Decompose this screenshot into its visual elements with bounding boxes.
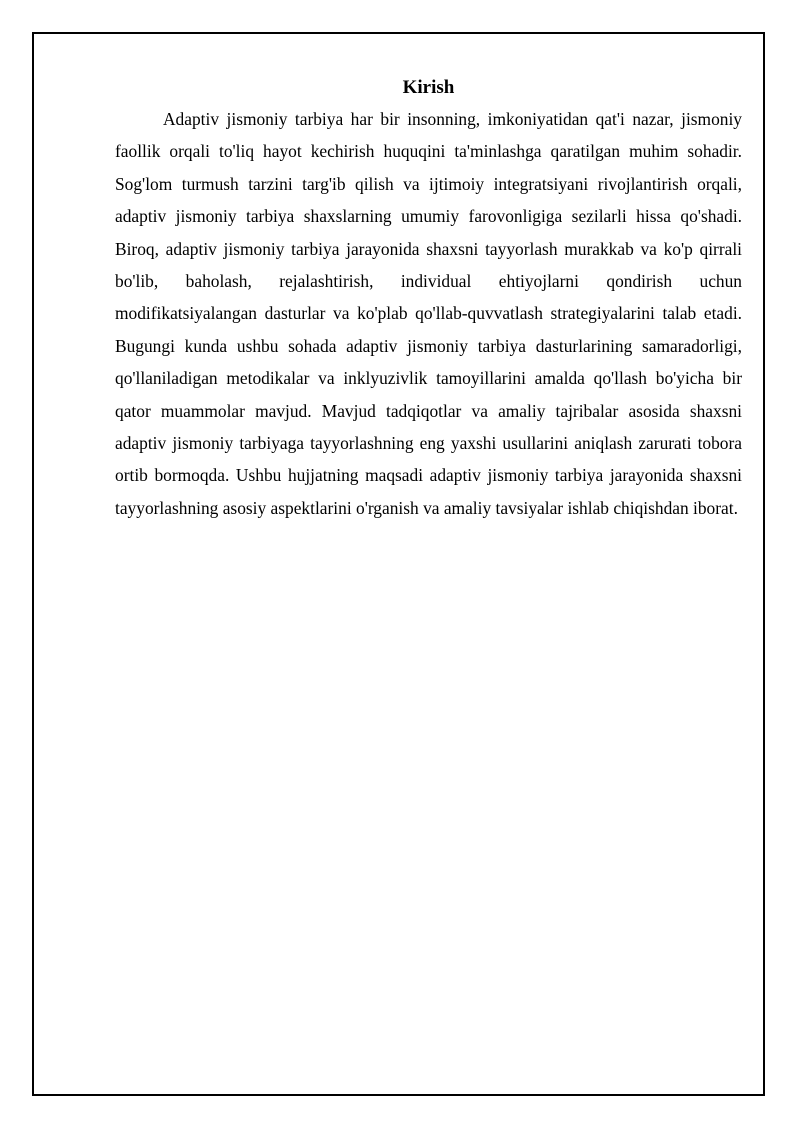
section-title: Kirish bbox=[402, 77, 455, 98]
intro-paragraph: Adaptiv jismoniy tarbiya har bir insonning, imkoniyatidan qat'i nazar, jismoniy faollik orqali to'liq hayot kechirish huquqini ta'minlashga qaratilgan muhim sohadir. Sog'lom turmush tarzini targ'ib qilish va ijtimoiy integratsiyani rivojlantirish orqali, adaptiv jismoniy tarbiya shaxslarning umumiy farovonligiga sezilarli hissa qo'shadi. Biroq, adaptiv jismoniy tarbiya jarayonida shaxsni tayyorlash murakkab va ko'p qirrali bo'lib, baholash, rejalashtirish, individual ehtiyojlarni qondirish uchun modifikatsiyalangan dasturlar va ko'plab qo'llab-quvvatlash strategiyalarini talab etadi. Bugungi kunda ushbu sohada adaptiv jismoniy tarbiya dasturlarining samaradorligi, qo'llaniladigan metodikalar va inklyuzivlik tamoyillarini amalda qo'llash bo'yicha bir qator muammolar mavjud. Mavjud tadqiqotlar va amaliy tajribalar asosida shaxsni adaptiv jismoniy tarbiyaga tayyorlashning eng yaxshi usullarini aniqlash zarurati tobora ortib bormoqda. Ushbu hujjatning maqsadi adaptiv jismoniy tarbiya jarayonida shaxsni tayyorlashning asosiy aspektlarini o'rganish va amaliy tavsiyalar ishlab chiqishdan iborat. bbox=[115, 109, 742, 518]
document-body bbox=[115, 76, 742, 524]
